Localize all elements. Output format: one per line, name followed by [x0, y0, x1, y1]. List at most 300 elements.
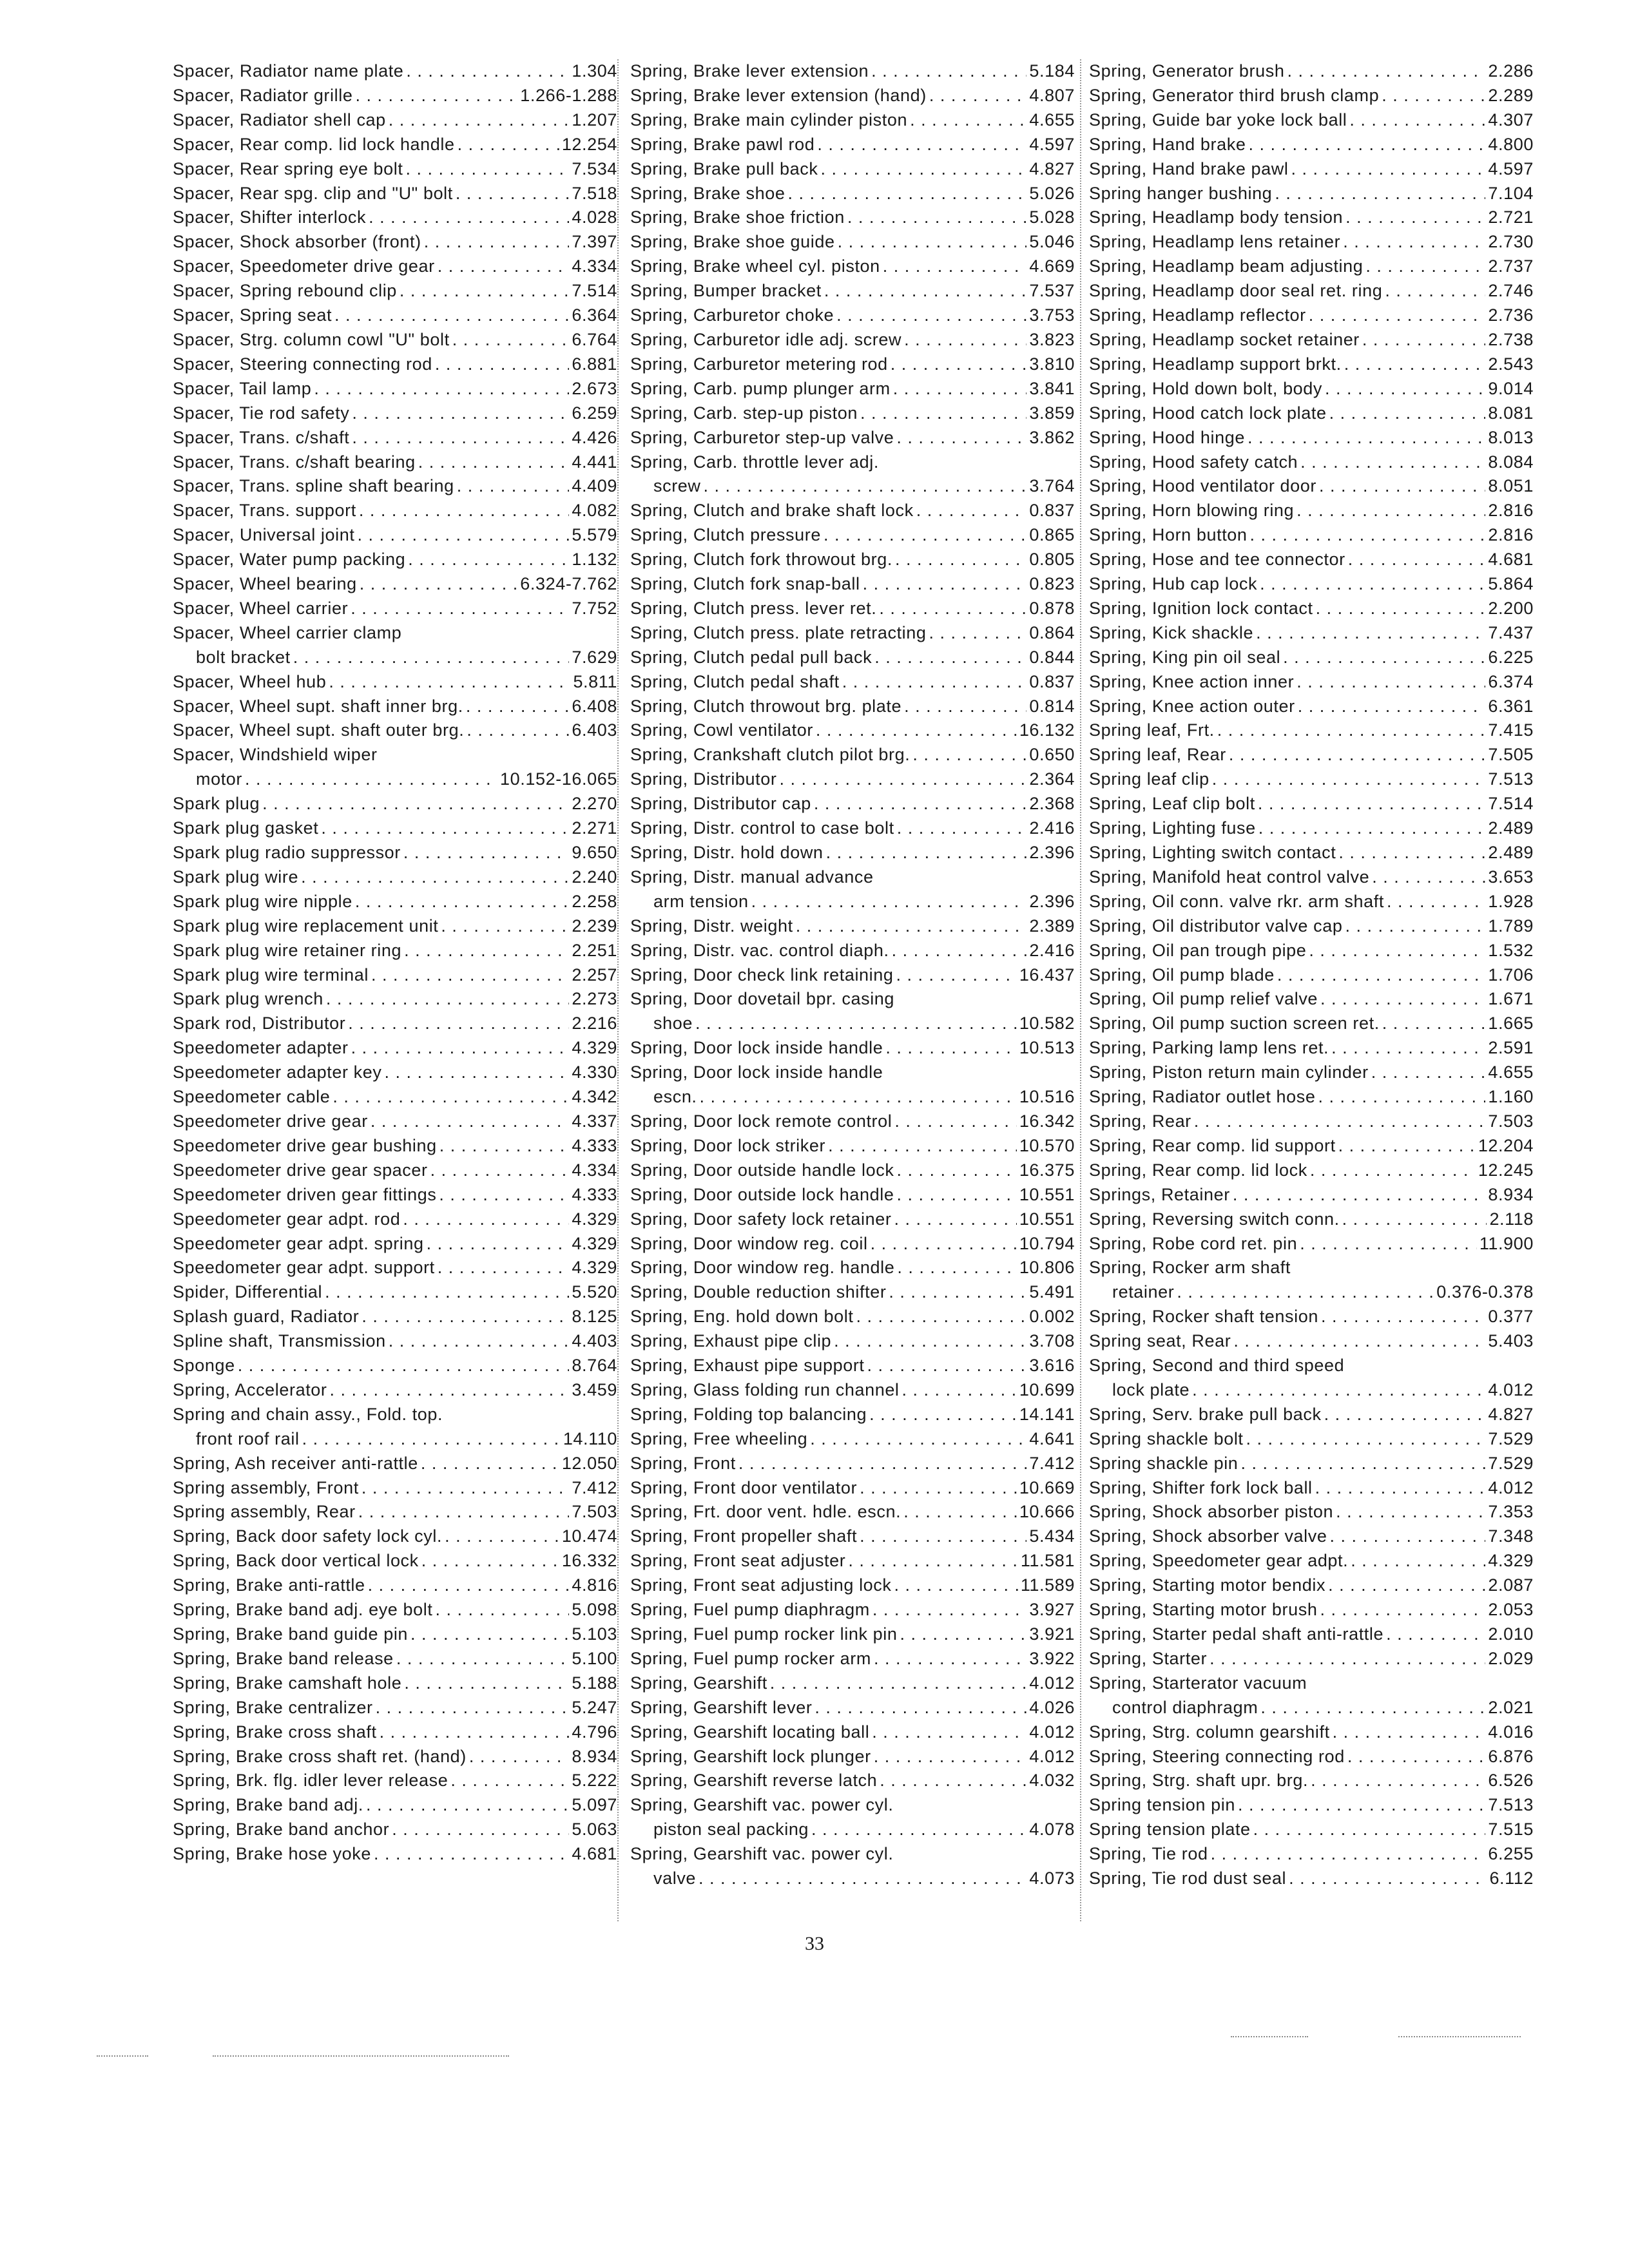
- dot-leader: [360, 572, 518, 597]
- dot-leader: [1330, 1524, 1486, 1549]
- dot-leader: [1333, 1720, 1486, 1745]
- index-entry: [173, 1598, 617, 1622]
- dot-leader: [1233, 1183, 1486, 1207]
- entry-continuation: bolt bracket: [196, 647, 291, 667]
- entry-title: Spring, Exhaust pipe clip: [630, 1331, 832, 1351]
- entry-title: Spring, Gearshift locating ball: [630, 1722, 870, 1742]
- entry-title: Spring, Clutch fork snap-ball: [630, 574, 860, 594]
- dot-leader: [396, 1647, 570, 1671]
- entry-part-number: 1.532: [1488, 940, 1534, 960]
- entry-title: Spring, Shock absorber piston: [1089, 1502, 1334, 1522]
- entry-part-number: 5.434: [1029, 1526, 1075, 1546]
- entry-title: Spring, Carb. throttle lever adj.: [630, 452, 879, 472]
- index-entry: [1089, 646, 1534, 670]
- index-entry: [630, 1476, 1075, 1501]
- index-entry: [1089, 328, 1534, 352]
- index-entry: [630, 718, 1075, 743]
- dot-leader: [1347, 1745, 1486, 1769]
- entry-title: Spring, Lighting switch contact: [1089, 843, 1336, 862]
- index-entry: [173, 743, 617, 792]
- dot-leader: [779, 767, 1027, 792]
- entry-title: Spring, Free wheeling: [630, 1428, 808, 1448]
- dot-leader: [435, 352, 570, 377]
- entry-title: Spring, Brake wheel cyl. piston: [630, 256, 880, 276]
- index-entry: [630, 59, 1075, 84]
- entry-title: Speedometer cable: [173, 1087, 331, 1107]
- entry-title: Spring, Front seat adjuster: [630, 1551, 846, 1571]
- entry-title: Spring, Distr. manual advance: [630, 867, 874, 887]
- entry-part-number: 5.520: [572, 1282, 617, 1302]
- entry-title: Springs, Retainer: [1089, 1184, 1230, 1204]
- dot-leader: [834, 1329, 1027, 1354]
- dot-leader: [1318, 1085, 1486, 1110]
- entry-part-number: 7.752: [572, 598, 617, 618]
- index-entry: [173, 1061, 617, 1085]
- entry-title: Spring, Starter: [1089, 1648, 1208, 1668]
- dot-leader: [838, 230, 1027, 255]
- entry-part-number: 2.258: [572, 891, 617, 911]
- index-entry: [1089, 1476, 1534, 1501]
- dot-leader: [904, 695, 1027, 719]
- entry-part-number: 7.353: [1488, 1502, 1534, 1522]
- entry-continuation: escn.: [653, 1087, 697, 1107]
- dot-leader: [860, 1476, 1017, 1501]
- index-entry: [630, 1403, 1075, 1427]
- entry-part-number: 4.016: [1488, 1722, 1534, 1742]
- index-entry: [630, 865, 1075, 914]
- entry-part-number: 3.922: [1029, 1648, 1075, 1668]
- dot-leader: [872, 1598, 1027, 1622]
- index-entry: [1089, 1036, 1534, 1061]
- entry-part-number: 1.789: [1488, 916, 1534, 936]
- index-entry: [1089, 841, 1534, 865]
- index-entry: [173, 450, 617, 475]
- entry-part-number: 2.416: [1029, 940, 1075, 960]
- index-entry: [1089, 450, 1534, 475]
- index-entry: [1089, 523, 1534, 548]
- entry-part-number: 7.348: [1488, 1526, 1534, 1546]
- entry-part-number: 4.681: [1488, 550, 1534, 570]
- entry-continuation: retainer: [1112, 1282, 1175, 1302]
- entry-part-number: 12.245: [1478, 1160, 1534, 1180]
- index-entry: [630, 572, 1075, 597]
- dot-leader: [902, 1378, 1017, 1403]
- dot-leader: [1349, 108, 1485, 133]
- index-entry: [630, 1452, 1075, 1476]
- entry-title: Spring, Brake band adj. eye bolt: [173, 1600, 433, 1620]
- entry-title: Spring, Brake shoe guide: [630, 232, 835, 252]
- entry-title: Spacer, Trans. c/shaft: [173, 427, 350, 447]
- dot-leader: [826, 841, 1027, 865]
- entry-part-number: 4.827: [1029, 159, 1075, 178]
- dot-leader: [820, 157, 1027, 182]
- entry-title: Spring, Door outside handle lock: [630, 1160, 894, 1180]
- entry-part-number: 16.375: [1019, 1160, 1075, 1180]
- entry-part-number: 2.591: [1488, 1038, 1534, 1058]
- index-entry: [173, 572, 617, 597]
- index-entry: [630, 1745, 1075, 1769]
- dot-leader: [410, 1622, 569, 1647]
- dot-leader: [699, 1867, 1027, 1891]
- index-entry: [1089, 206, 1534, 230]
- dot-leader: [1385, 279, 1485, 303]
- entry-part-number: 7.513: [1488, 1795, 1534, 1815]
- index-entry: [630, 1622, 1075, 1647]
- entry-title: Spring, Rocker arm shaft: [1089, 1258, 1291, 1278]
- entry-continuation: lock plate: [1112, 1379, 1190, 1399]
- dot-leader: [892, 939, 1027, 963]
- index-entry: [173, 182, 617, 206]
- dot-leader: [1258, 792, 1486, 816]
- index-entry: [1089, 1110, 1534, 1134]
- index-entry: [630, 523, 1075, 548]
- entry-title: Spring, Door lock inside handle: [630, 1038, 883, 1058]
- entry-part-number: 2.118: [1489, 1209, 1534, 1229]
- entry-title: Spring, Strg. column gearshift: [1089, 1722, 1330, 1742]
- entry-title: Speedometer driven gear fittings: [173, 1184, 437, 1204]
- entry-part-number: 1.671: [1488, 989, 1534, 1009]
- dot-leader: [787, 182, 1027, 206]
- index-entry: [173, 1842, 617, 1867]
- entry-title: Spring, Tie rod: [1089, 1844, 1208, 1864]
- entry-title: Spring, Door safety lock retainer: [630, 1209, 892, 1229]
- entry-part-number: 10.570: [1019, 1135, 1075, 1155]
- index-entry: [1089, 670, 1534, 695]
- dot-leader: [301, 865, 569, 890]
- index-entry: [1089, 182, 1534, 206]
- entry-title: Spark plug wire terminal: [173, 965, 369, 985]
- entry-continuation: shoe: [653, 1014, 693, 1033]
- index-entry: [173, 1452, 617, 1476]
- entry-part-number: 2.721: [1488, 207, 1534, 227]
- entry-title: Spring, Front propeller shaft: [630, 1526, 858, 1546]
- index-entry: [630, 1183, 1075, 1207]
- entry-part-number: 0.002: [1029, 1307, 1075, 1327]
- dot-leader: [1217, 718, 1486, 743]
- entry-title: Spring, Knee action inner: [1089, 671, 1295, 691]
- entry-title: Spring, Rear comp. lid lock: [1089, 1160, 1307, 1180]
- index-entry: [173, 1720, 617, 1745]
- dot-leader: [894, 1573, 1018, 1598]
- index-entry: [173, 1183, 617, 1207]
- dot-leader: [424, 230, 570, 255]
- entry-part-number: 1.304: [572, 61, 617, 81]
- index-entry: [173, 914, 617, 939]
- index-entry: [1089, 1573, 1534, 1598]
- index-entry: [630, 939, 1075, 963]
- entry-part-number: 4.333: [572, 1135, 617, 1155]
- entry-title: Spring, Cowl ventilator: [630, 720, 813, 740]
- entry-title: Spacer, Universal joint: [173, 525, 355, 545]
- entry-part-number: 6.408: [572, 696, 617, 716]
- index-entry: [173, 987, 617, 1012]
- entry-title: Spring, Kick shackle: [1089, 622, 1254, 642]
- index-entry: [173, 1647, 617, 1671]
- entry-part-number: 2.271: [572, 818, 617, 838]
- index-entry: [173, 1110, 617, 1134]
- entry-part-number: 4.026: [1029, 1697, 1075, 1717]
- index-entry: [630, 1158, 1075, 1183]
- entry-part-number: 4.329: [1488, 1551, 1534, 1571]
- entry-part-number: 2.368: [1029, 794, 1075, 814]
- dot-leader: [374, 1842, 569, 1867]
- entry-part-number: 7.505: [1488, 745, 1534, 765]
- index-entry: [173, 84, 617, 108]
- entry-part-number: 5.097: [572, 1795, 617, 1815]
- entry-title: Spring, Distr. control to case bolt: [630, 818, 894, 838]
- index-entry: [1089, 1354, 1534, 1403]
- index-entry: [1089, 1598, 1534, 1622]
- index-entry: [173, 1793, 617, 1818]
- dot-leader: [1289, 1867, 1487, 1891]
- entry-title: Spring, Brake lever extension: [630, 61, 869, 81]
- entry-title: Spring, Headlamp beam adjusting: [1089, 256, 1364, 276]
- dot-leader: [330, 1378, 570, 1403]
- dot-leader: [824, 279, 1027, 303]
- dot-leader: [427, 1232, 570, 1256]
- entry-title: Spring, Starterator vacuum: [1089, 1673, 1307, 1693]
- index-entry: [1089, 84, 1534, 108]
- entry-part-number: 11.900: [1479, 1233, 1534, 1253]
- dot-leader: [856, 1305, 1027, 1329]
- entry-title: Spring, Hand brake pawl: [1089, 159, 1289, 178]
- entry-part-number: 3.841: [1029, 378, 1075, 398]
- entry-part-number: 7.104: [1488, 183, 1534, 203]
- index-entry: [1089, 1403, 1534, 1427]
- dot-leader: [1328, 1573, 1485, 1598]
- dot-leader: [1343, 230, 1485, 255]
- entry-title: Spring, Hub cap lock: [1089, 574, 1258, 594]
- entry-part-number: 2.489: [1488, 818, 1534, 838]
- entry-title: Spacer, Radiator grille: [173, 85, 353, 105]
- index-entry: [630, 1378, 1075, 1403]
- entry-part-number: 3.764: [1029, 476, 1075, 496]
- entry-part-number: 2.730: [1488, 232, 1534, 252]
- entry-part-number: 6.764: [572, 329, 617, 349]
- index-entry: [1089, 1305, 1534, 1329]
- entry-title: Spline shaft, Transmission: [173, 1331, 386, 1351]
- entry-title: Spacer, Radiator shell cap: [173, 110, 386, 130]
- entry-part-number: 8.081: [1488, 403, 1534, 423]
- dot-leader: [895, 548, 1027, 572]
- dot-leader: [445, 1524, 559, 1549]
- entry-part-number: 4.342: [572, 1087, 617, 1107]
- dot-leader: [406, 157, 570, 182]
- dot-leader: [1260, 1696, 1485, 1720]
- dot-leader: [903, 1500, 1017, 1524]
- entry-title: Spring, Knee action outer: [1089, 696, 1295, 716]
- entry-part-number: 6.881: [572, 354, 617, 374]
- entry-title: Spring, Starting motor bendix: [1089, 1575, 1326, 1595]
- entry-title: Speedometer drive gear spacer: [173, 1160, 428, 1180]
- entry-title: Spacer, Wheel carrier: [173, 598, 349, 618]
- dot-leader: [1348, 548, 1486, 572]
- dot-leader: [334, 303, 569, 328]
- entry-title: Spring, Lighting fuse: [1089, 818, 1256, 838]
- dot-leader: [894, 1110, 1016, 1134]
- entry-part-number: 7.514: [572, 281, 617, 301]
- dot-leader: [874, 1647, 1027, 1671]
- index-entry: [630, 1329, 1075, 1354]
- entry-part-number: 3.921: [1029, 1624, 1075, 1644]
- entry-part-number: 0.837: [1029, 501, 1075, 521]
- dot-leader: [828, 1134, 1017, 1158]
- entry-title: Speedometer gear adpt. support: [173, 1258, 435, 1278]
- entry-part-number: 2.021: [1488, 1697, 1534, 1717]
- entry-title: Spring, Serv. brake pull back: [1089, 1404, 1322, 1424]
- entry-part-number: 3.653: [1488, 867, 1534, 887]
- entry-part-number: 0.376-0.378: [1436, 1282, 1534, 1302]
- dot-leader: [893, 377, 1027, 401]
- scan-artifact-line: [97, 2055, 148, 2057]
- dot-leader: [438, 1256, 570, 1280]
- entry-title: Spring, Hold down bolt, body: [1089, 378, 1323, 398]
- entry-part-number: 1.928: [1488, 891, 1534, 911]
- entry-part-number: 5.103: [572, 1624, 617, 1644]
- index-entry: [1089, 1818, 1534, 1842]
- entry-title: Spring, Fuel pump rocker link pin: [630, 1624, 898, 1644]
- index-entry: [630, 279, 1075, 303]
- index-entry: [630, 1280, 1075, 1305]
- index-entry: [630, 401, 1075, 426]
- dot-leader: [1372, 865, 1485, 890]
- entry-title: Spring, Front door ventilator: [630, 1477, 858, 1497]
- column-divider: [1080, 59, 1081, 1921]
- index-entry: [1089, 303, 1534, 328]
- index-entry: [1089, 695, 1534, 719]
- entry-part-number: 4.032: [1029, 1771, 1075, 1791]
- entry-title: Spring, Headlamp support brkt.: [1089, 354, 1342, 374]
- entry-part-number: 7.515: [1488, 1820, 1534, 1840]
- dot-leader: [1321, 1305, 1485, 1329]
- entry-title: Spacer, Trans. support: [173, 501, 356, 521]
- index-entry: [173, 1012, 617, 1036]
- entry-title: Spark plug radio suppressor: [173, 843, 401, 862]
- index-entry: [1089, 792, 1534, 816]
- dot-leader: [450, 1769, 569, 1793]
- entry-part-number: 7.415: [1488, 720, 1534, 740]
- entry-title: Speedometer adapter: [173, 1038, 349, 1058]
- entry-title: Spring, Gearshift reverse latch: [630, 1771, 878, 1791]
- dot-leader: [1298, 695, 1486, 719]
- dot-leader: [1342, 1207, 1487, 1232]
- dot-leader: [871, 59, 1027, 84]
- index-entry: [1089, 279, 1534, 303]
- index-entry: [1089, 1232, 1534, 1256]
- entry-title: Spring, Oil pump blade: [1089, 965, 1275, 985]
- index-entry: [1089, 1085, 1534, 1110]
- dot-leader: [1315, 1476, 1486, 1501]
- entry-title: Spring, Door check link retaining: [630, 965, 894, 985]
- entry-part-number: 4.012: [1029, 1673, 1075, 1693]
- dot-leader: [314, 377, 569, 401]
- index-column-1: [173, 59, 617, 1867]
- entry-title: Spring, Reversing switch conn.: [1089, 1209, 1340, 1229]
- entry-part-number: 2.396: [1029, 843, 1075, 862]
- entry-part-number: 0.650: [1029, 745, 1075, 765]
- entry-part-number: 4.334: [572, 1160, 617, 1180]
- dot-leader: [1345, 914, 1485, 939]
- index-entry: [173, 303, 617, 328]
- entry-title: Spring, Clutch pressure: [630, 525, 821, 545]
- index-entry: [630, 1134, 1075, 1158]
- entry-part-number: 2.200: [1488, 598, 1534, 618]
- entry-title: Spring, Shock absorber valve: [1089, 1526, 1327, 1546]
- index-entry: [630, 1110, 1075, 1134]
- dot-leader: [400, 279, 570, 303]
- dot-leader: [1248, 426, 1485, 450]
- entry-part-number: 6.403: [572, 720, 617, 740]
- entry-title: Spacer, Rear comp. lid lock handle: [173, 134, 455, 154]
- entry-title: Spring, Radiator outlet hose: [1089, 1087, 1316, 1107]
- index-entry: [1089, 987, 1534, 1012]
- index-entry: [173, 792, 617, 816]
- entry-title: Spring assembly, Front: [173, 1477, 359, 1497]
- entry-title: Spring, Brake hose yoke: [173, 1844, 371, 1864]
- entry-part-number: 4.655: [1029, 110, 1075, 130]
- index-entry: [630, 1720, 1075, 1745]
- dot-leader: [1309, 303, 1486, 328]
- entry-part-number: 3.708: [1029, 1331, 1075, 1351]
- entry-title: Spring, Distributor: [630, 769, 777, 789]
- entry-part-number: 6.225: [1488, 647, 1534, 667]
- entry-part-number: 1.706: [1488, 965, 1534, 985]
- entry-part-number: 5.028: [1029, 207, 1075, 227]
- entry-part-number: 0.814: [1029, 696, 1075, 716]
- entry-part-number: 11.589: [1020, 1575, 1075, 1595]
- dot-leader: [469, 1745, 570, 1769]
- dot-leader: [896, 1183, 1016, 1207]
- entry-title: Spacer, Windshield wiper: [173, 745, 378, 765]
- entry-title: Spring, Ignition lock contact: [1089, 598, 1313, 618]
- index-entry: [1089, 377, 1534, 401]
- entry-part-number: 4.669: [1029, 256, 1075, 276]
- entry-title: Spring, Carb. pump plunger arm: [630, 378, 891, 398]
- index-entry: [1089, 157, 1534, 182]
- entry-title: Spacer, Shifter interlock: [173, 207, 367, 227]
- entry-title: Spring, Brake band anchor: [173, 1820, 390, 1840]
- entry-title: Spring, Door lock remote control: [630, 1111, 892, 1131]
- entry-title: Spring, Gearshift lever: [630, 1697, 813, 1717]
- dot-leader: [371, 963, 569, 988]
- dot-leader: [900, 1622, 1027, 1647]
- entry-part-number: 10.513: [1019, 1038, 1075, 1058]
- entry-part-number: 4.012: [1029, 1722, 1075, 1742]
- entry-part-number: 2.087: [1488, 1575, 1534, 1595]
- entry-part-number: 6.364: [572, 305, 617, 325]
- entry-continuation: motor: [196, 769, 243, 789]
- entry-part-number: 4.597: [1029, 134, 1075, 154]
- entry-title: Spring leaf, Frt.: [1089, 720, 1215, 740]
- dot-leader: [293, 646, 570, 670]
- entry-part-number: 3.810: [1029, 354, 1075, 374]
- dot-leader: [1338, 1134, 1476, 1158]
- index-entry: [173, 865, 617, 890]
- dot-leader: [1283, 646, 1485, 670]
- entry-title: Spring, Carburetor choke: [630, 305, 834, 325]
- dot-leader: [385, 1061, 570, 1085]
- entry-title: Spring, Bumper bracket: [630, 281, 822, 301]
- entry-title: Spider, Differential: [173, 1282, 323, 1302]
- index-entry: [630, 182, 1075, 206]
- index-entry: [630, 1524, 1075, 1549]
- entry-part-number: 10.516: [1019, 1087, 1075, 1107]
- entry-part-number: 10.669: [1019, 1477, 1075, 1497]
- index-entry: [630, 450, 1075, 499]
- dot-leader: [860, 1524, 1027, 1549]
- index-entry: [173, 1549, 617, 1573]
- dot-leader: [1319, 474, 1485, 499]
